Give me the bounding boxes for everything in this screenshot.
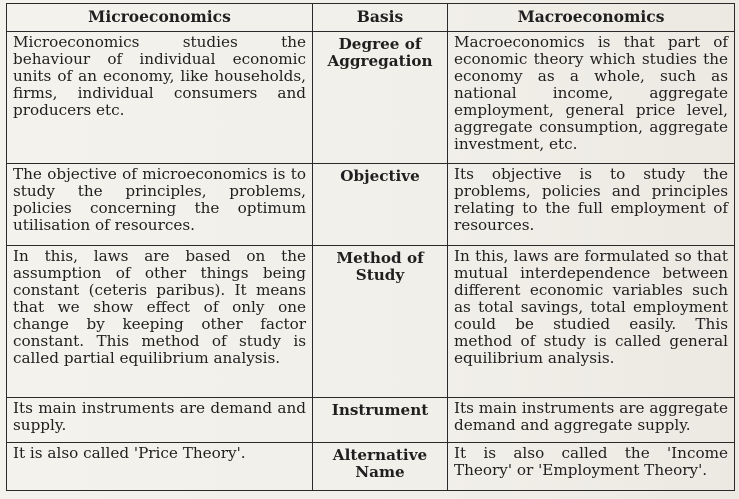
- table-row: [7, 32, 735, 164]
- table-row: [7, 443, 735, 491]
- micro-cell: Its main instruments are demand and supply.: [7, 398, 313, 443]
- header-basis: Basis: [313, 4, 448, 32]
- basis-cell: Instrument: [313, 398, 448, 443]
- table-row: [7, 398, 735, 443]
- macro-cell: Its main instruments are aggregate demand and aggregate supply.: [448, 398, 735, 443]
- header-row: [7, 4, 735, 32]
- micro-cell: In this, laws are based on the assumption of other things being constant (ceteris paribus). It means that we show effect of only one change by keeping other factor constant. This method of study is called partial equilibrium analysis.: [7, 246, 313, 398]
- header-macroeconomics: Macroeconomics: [448, 4, 735, 32]
- basis-cell: Alternative Name: [313, 443, 448, 491]
- macro-cell: Its objective is to study the problems, policies and principles relating to the full employment of resources.: [448, 164, 735, 246]
- micro-cell: Microeconomics studies the behaviour of individual economic units of an economy, like households, firms, individual consumers and producers etc.: [7, 32, 313, 164]
- table-row: [7, 164, 735, 246]
- basis-cell: Degree of Aggregation: [313, 32, 448, 164]
- table-row: [7, 246, 735, 398]
- basis-cell: Objective: [313, 164, 448, 246]
- macro-cell: It is also called the 'Income Theory' or 'Employment Theory'.: [448, 443, 735, 491]
- comparison-table: [6, 3, 735, 491]
- header-microeconomics: Microeconomics: [7, 4, 313, 32]
- basis-cell: Method of Study: [313, 246, 448, 398]
- micro-cell: The objective of microeconomics is to study the principles, problems, policies concerning the optimum utilisation of resources.: [7, 164, 313, 246]
- micro-cell: It is also called 'Price Theory'.: [7, 443, 313, 491]
- macro-cell: Macroeconomics is that part of economic theory which studies the economy as a whole, such as national income, aggregate employment, general price level, aggregate consumption, aggregate investment, etc.: [448, 32, 735, 164]
- macro-cell: In this, laws are formulated so that mutual interdependence between different economic variables such as total savings, total employment could be studied easily. This method of study is called general equilibrium analysis.: [448, 246, 735, 398]
